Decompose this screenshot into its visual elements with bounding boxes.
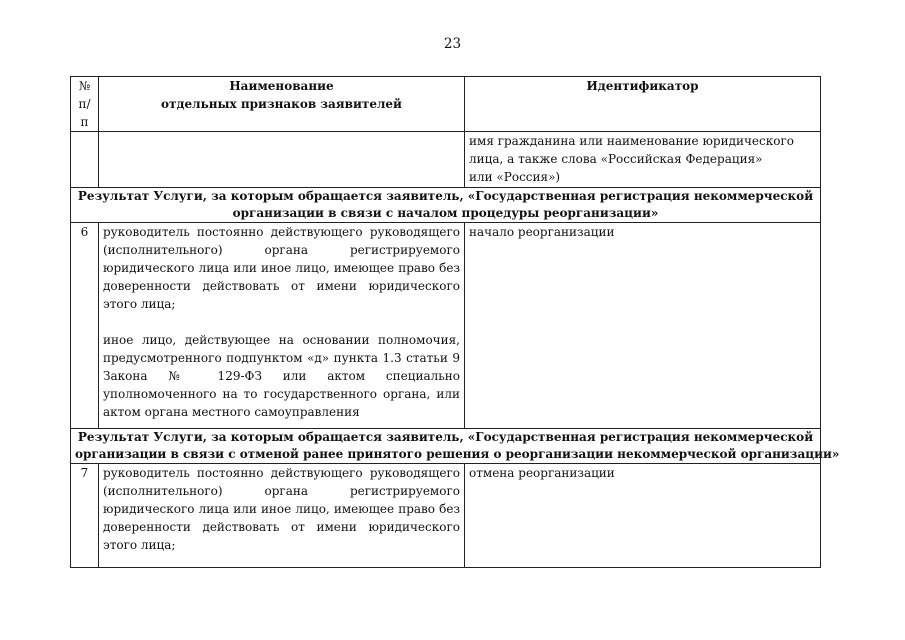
header-number-line2: п/п: [78, 97, 91, 129]
section-heading-line: организации в связи с отменой ранее принятого решения о реорганизации некоммерческой организации»: [75, 447, 840, 461]
header-name-line1: Наименование: [229, 79, 334, 93]
header-identifier: Идентификатор: [465, 77, 821, 132]
cell-name-empty: [99, 132, 465, 188]
attribute-paragraph: иное лицо, действующее на основании полномочия, предусмотренного подпунктом «д» пункта 1.3 статьи 9 Закона № 129-ФЗ или актом специально уполномоченного на то государственного органа, или актом органа местного самоуправления: [103, 333, 460, 419]
header-number: [71, 77, 99, 132]
section-heading-2: [71, 429, 840, 464]
identifier-cell: начало реорганизации: [465, 223, 821, 429]
header-name: [99, 77, 465, 132]
section-heading-line: Результат Услуги, за которым обращается заявитель, «Государственная регистрация некоммерческой: [77, 430, 814, 444]
cell-identifier-continued: [465, 132, 821, 188]
section-heading-1: [71, 188, 821, 223]
applicant-attribute-cell: [99, 464, 465, 568]
section-heading-line: организации в связи с началом процедуры реорганизации»: [232, 206, 659, 220]
identifier-line: имя гражданина или наименование юридического: [469, 134, 794, 148]
table-header-row: [71, 77, 821, 132]
attribute-paragraph: руководитель постоянно действующего руководящего (исполнительного) органа регистрируемого юридического лица или иное лицо, имеющее право без доверенности действовать от имени юридического этого лица;: [103, 225, 460, 311]
section-heading-line: Результат Услуги, за которым обращается заявитель, «Государственная регистрация некоммерческой: [77, 189, 814, 203]
applicant-attributes-table: [70, 76, 840, 568]
identifier-cell: отмена реорганизации: [465, 464, 821, 568]
row-number: 6: [71, 223, 99, 429]
cell-number-empty: [71, 132, 99, 188]
identifier-line: или «Россия»): [469, 170, 561, 184]
table-row-6: [71, 223, 821, 429]
header-number-line1: №: [78, 79, 91, 93]
attribute-paragraph: руководитель постоянно действующего руководящего (исполнительного) органа регистрируемого юридического лица или иное лицо, имеющее право без доверенности действовать от имени юридического этого лица;: [103, 466, 460, 552]
row-number: 7: [71, 464, 99, 568]
section-heading-row-1: [71, 188, 821, 223]
identifier-line: лица, а также слова «Российская Федерация»: [469, 152, 763, 166]
applicant-attribute-cell: [99, 223, 465, 429]
section-heading-row-2: [71, 429, 821, 464]
page-number: 23: [443, 36, 462, 52]
table-row-continuation: [71, 132, 821, 188]
table-row-7: [71, 464, 821, 568]
header-name-line2: отдельных признаков заявителей: [161, 97, 402, 111]
